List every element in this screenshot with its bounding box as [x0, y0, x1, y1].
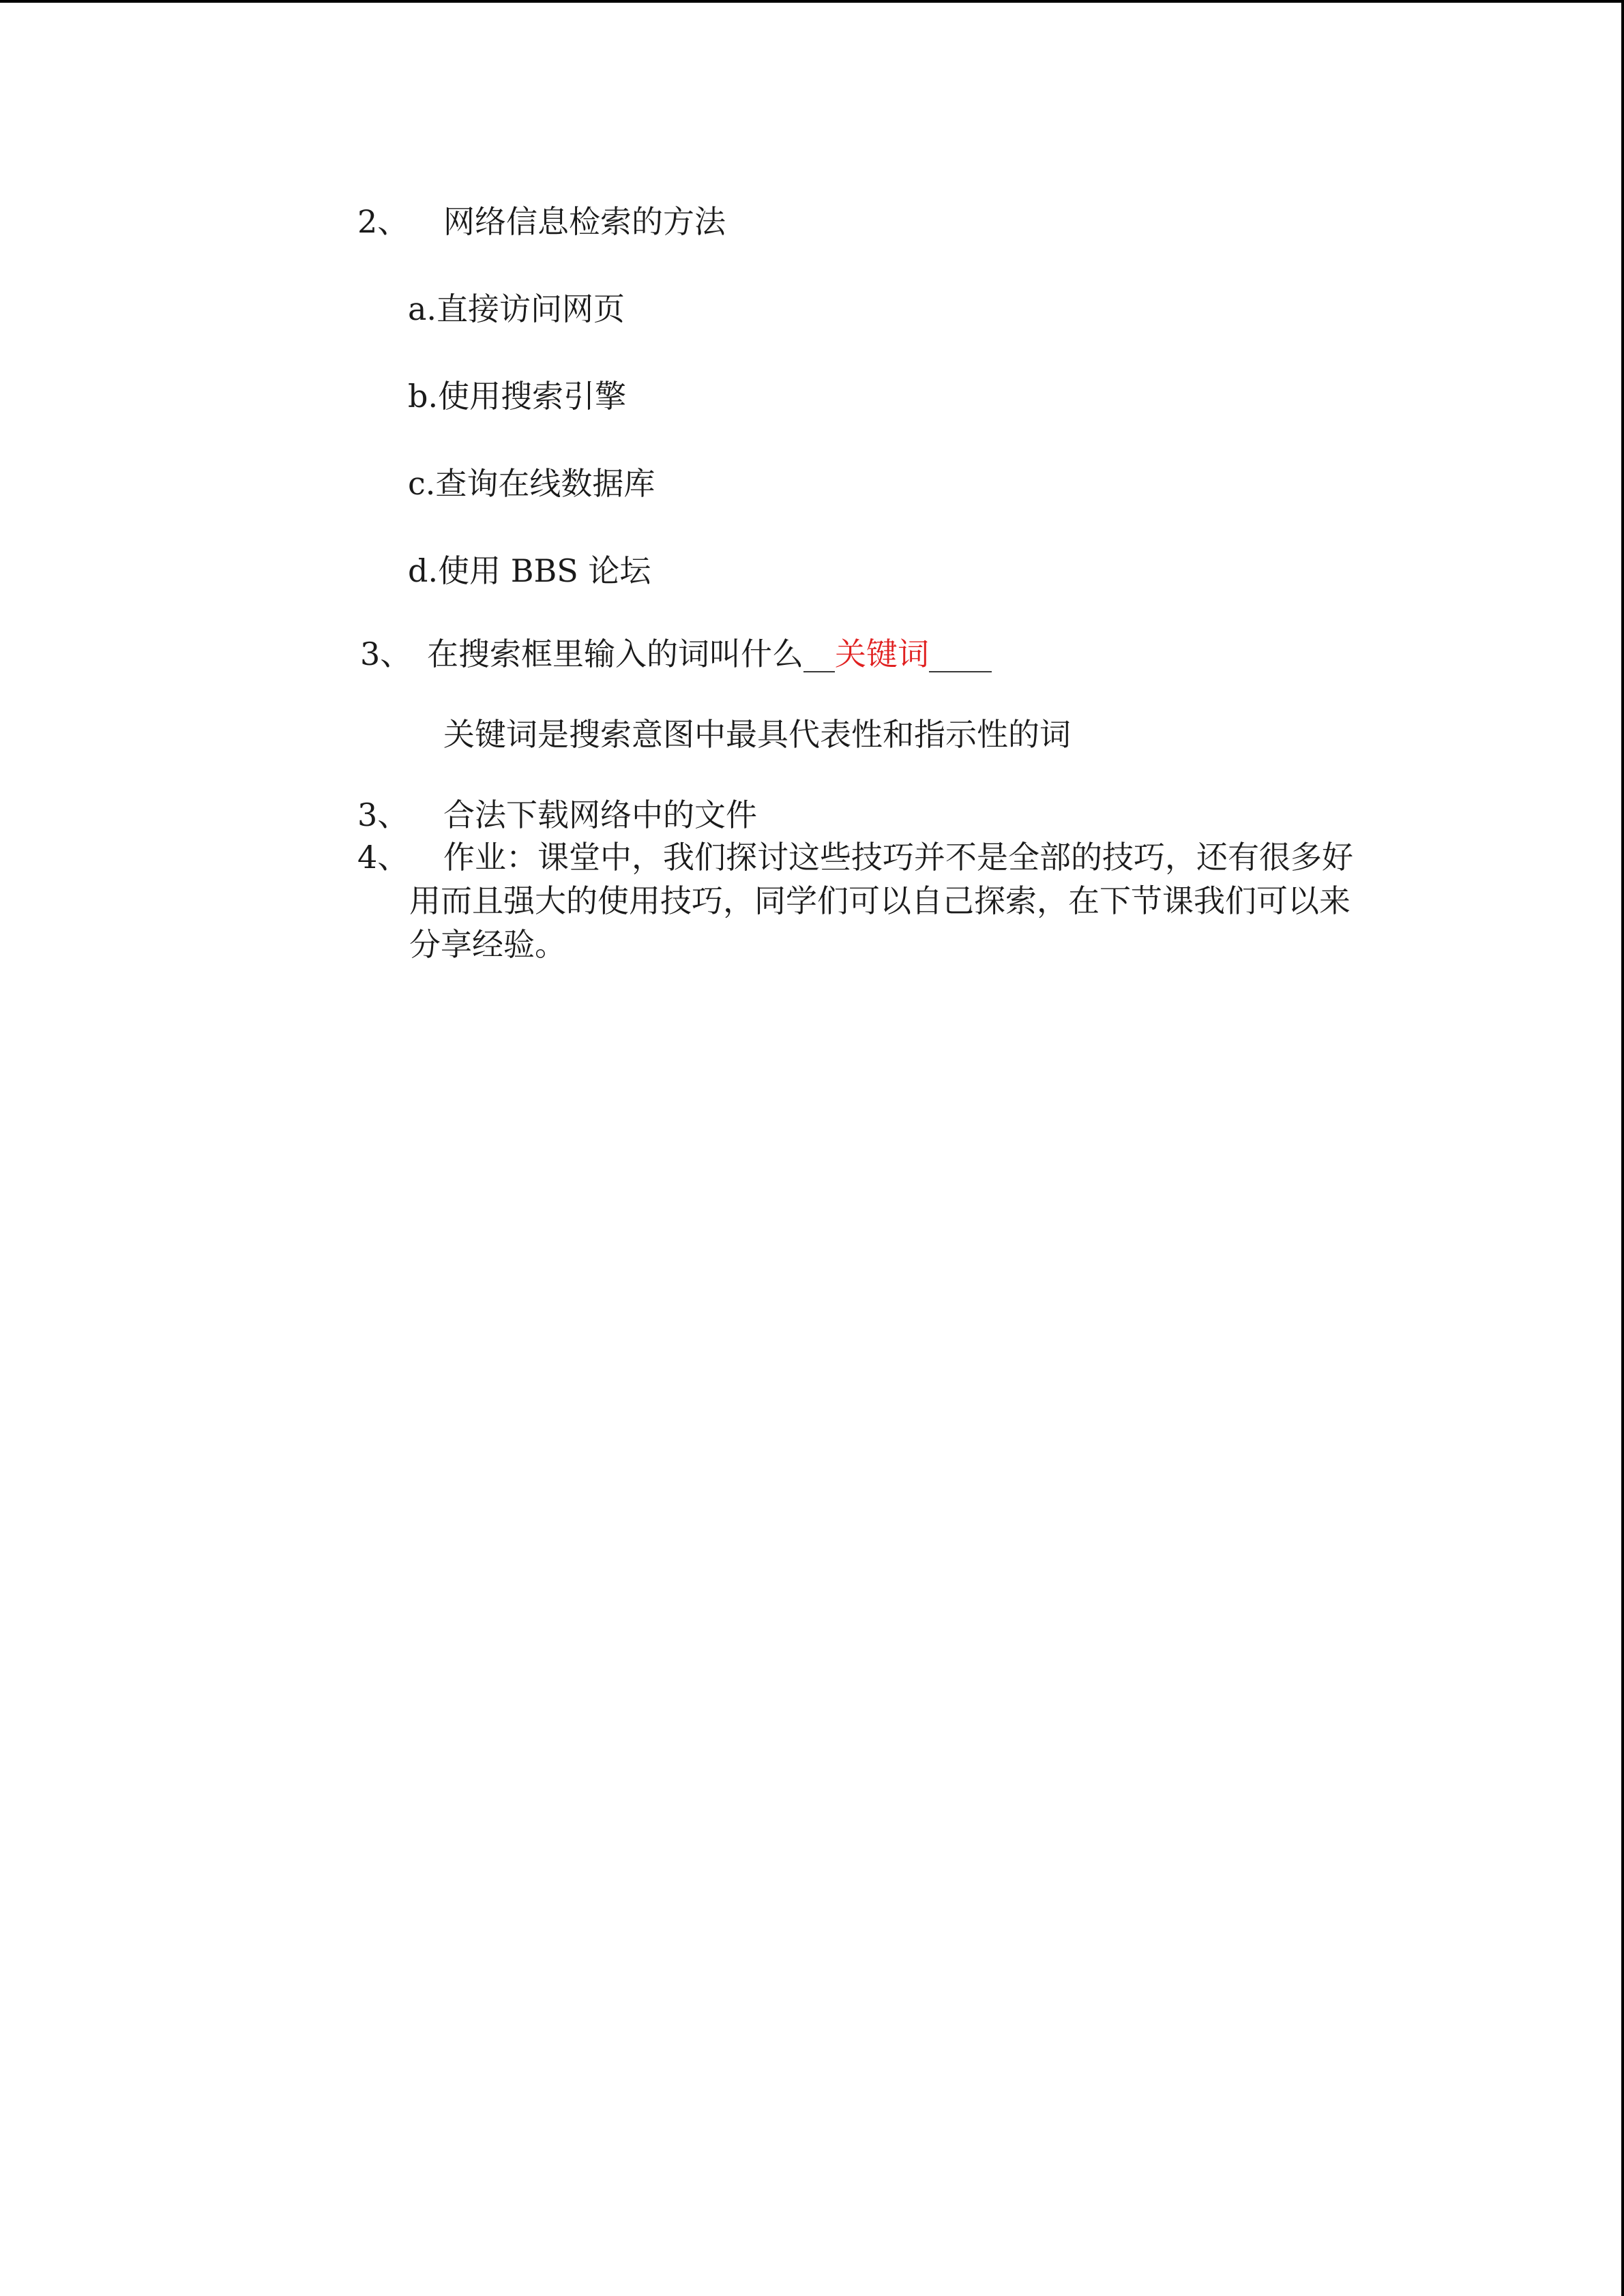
list-item-c [408, 462, 655, 505]
page-border-right [1621, 0, 1624, 2296]
blank-before: __ [803, 636, 835, 672]
item-number: 3、 [360, 636, 412, 672]
question-keyword [360, 632, 992, 676]
list-item-a [408, 287, 625, 331]
homework-paragraph [357, 835, 1353, 966]
answer-text: 关键词 [835, 636, 929, 672]
item-number: 2、 [357, 203, 409, 240]
item-text: 合法下载网络中的文件 [443, 796, 757, 833]
question-text: 在搜索框里输入的词叫什么 [427, 636, 803, 672]
item-text: 网络信息检索的方法 [443, 203, 726, 240]
item-text: 关键词是搜索意图中最具代表性和指示性的词 [443, 716, 1071, 753]
item-text: a.直接访问网页 [408, 290, 625, 327]
item-number: 3、 [357, 796, 409, 833]
section-heading-methods [357, 200, 726, 243]
blank-after: ____ [929, 636, 992, 672]
page-border-top [0, 0, 1624, 3]
list-item-b [408, 374, 626, 418]
item-number: 4、 [357, 839, 409, 876]
item-text: c.查询在线数据库 [408, 465, 655, 502]
list-item-d [408, 549, 651, 593]
section-heading-download [357, 793, 757, 837]
item-text: 作业：课堂中，我们探讨这些技巧并不是全部的技巧，还有很多好用而且强大的使用技巧，同学们可以自己探索，在下节课我们可以来分享经验。 [409, 839, 1353, 963]
item-text: b.使用搜索引擎 [408, 378, 627, 415]
keyword-definition [443, 713, 1071, 756]
item-text: d.使用 BBS 论坛 [408, 552, 651, 589]
